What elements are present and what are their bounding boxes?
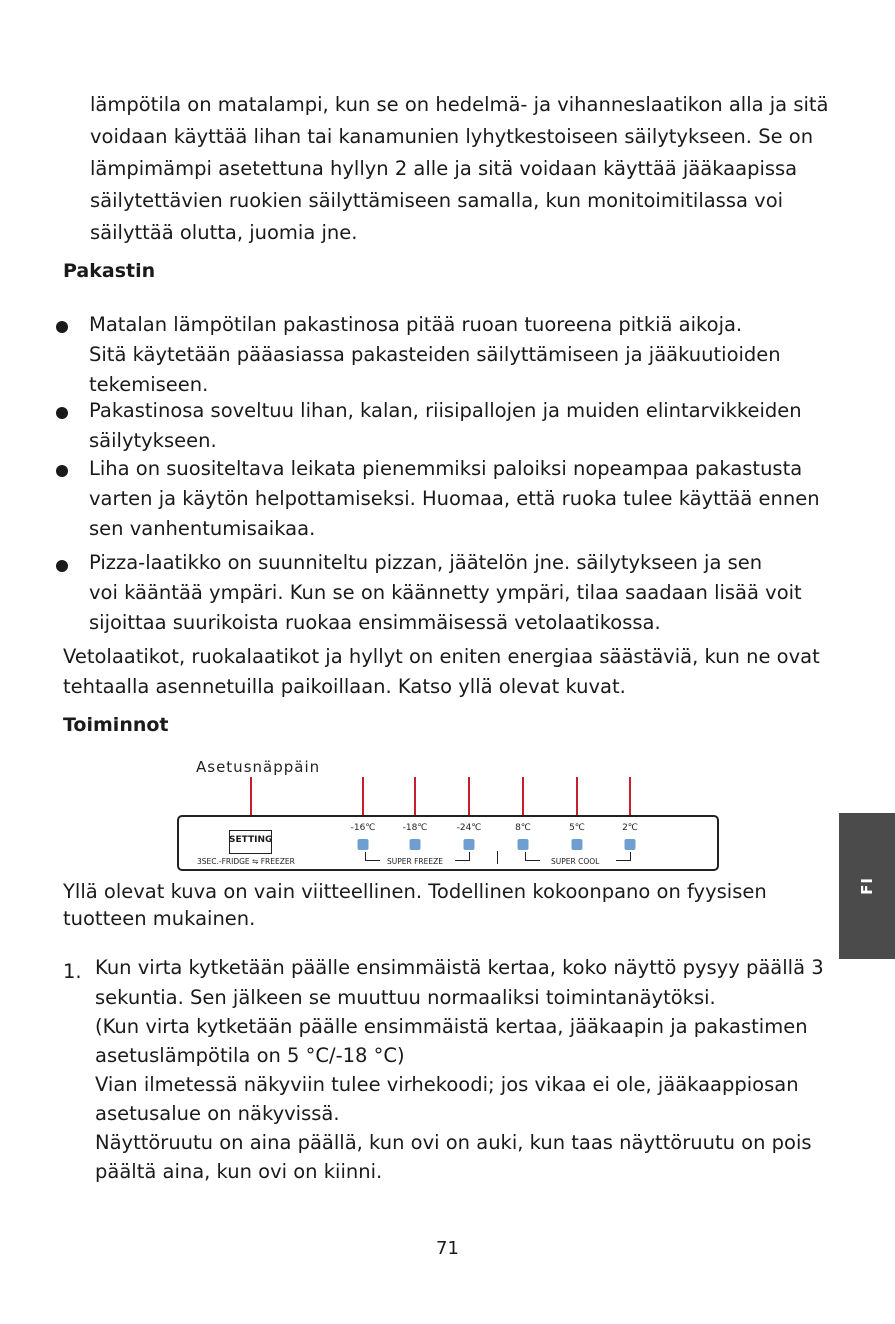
bullet-line: Matalan lämpötilan pakastinosa pitää ruoan tuoreena pitkiä aikoja. <box>89 313 743 336</box>
bullet-line: varten ja käytön helpottamiseksi. Huomaa, että ruoka tulee käyttää ennen <box>89 487 820 510</box>
setting-key-label: Asetusnäppäin <box>196 758 321 776</box>
item-line: Näyttöruutu on aina päällä, kun ovi on auki, kun taas näyttöruutu on pois <box>95 1131 812 1154</box>
super-freeze-label: SUPER FREEZE <box>387 857 443 866</box>
fridge-freezer-switch-text: 3SEC.-FRIDGE ⇋ FREEZER <box>197 857 295 866</box>
led-indicator <box>358 839 369 850</box>
note-line: tuotteen mukainen. <box>63 907 256 930</box>
temp-label: 5℃ <box>569 823 585 833</box>
note-line: Yllä olevat kuva on vain viitteellinen. Todellinen kokoonpano on fyysisen <box>63 880 767 903</box>
setting-button[interactable] <box>229 830 272 854</box>
temp-label: 2℃ <box>622 823 638 833</box>
led-indicator <box>518 839 529 850</box>
item-line: asetuslämpötila on 5 °C/-18 °C) <box>95 1044 405 1067</box>
section-heading-freezer: Pakastin <box>63 260 156 282</box>
temp-label: -24℃ <box>456 823 482 833</box>
bullet-icon <box>56 321 68 333</box>
pointer-line <box>414 777 416 817</box>
bullet-line: sen vanhentumisaikaa. <box>89 517 316 540</box>
drawers-line: tehtaalla asennetuilla paikoillaan. Katso yllä olevat kuvat. <box>63 675 626 698</box>
led-indicator <box>410 839 421 850</box>
bracket <box>616 852 631 861</box>
item-line: päältä aina, kun ovi on kiinni. <box>95 1160 383 1183</box>
bullet-line: Pizza-laatikko on suunniteltu pizzan, jäätelön jne. säilytykseen ja sen <box>89 551 763 574</box>
bullet-line: Sitä käytetään pääasiassa pakasteiden säilyttämiseen ja jääkuutioiden <box>89 343 781 366</box>
bullet-line: Pakastinosa soveltuu lihan, kalan, riisipallojen ja muiden elintarvikkeiden <box>89 399 802 422</box>
item-number: 1. <box>63 960 82 983</box>
bullet-line: säilytykseen. <box>89 429 217 452</box>
bullet-icon <box>56 465 68 477</box>
bullet-line: Liha on suositeltava leikata pienemmiksi paloiksi nopeampaa pakastusta <box>89 457 803 480</box>
section-heading-functions: Toiminnot <box>63 714 169 736</box>
setting-button-label: SETTING <box>229 835 273 845</box>
pointer-line <box>362 777 364 817</box>
bullet-icon <box>56 407 68 419</box>
item-line: Vian ilmetessä näkyviin tulee virhekoodi; jos vikaa ei ole, jääkaappiosan <box>95 1073 799 1096</box>
led-indicator <box>464 839 475 850</box>
setting-pointer-line <box>250 777 252 817</box>
drawers-line: Vetolaatikot, ruokalaatikot ja hyllyt on eniten energiaa säästäviä, kun ne ovat <box>63 645 820 668</box>
item-line: Kun virta kytketään päälle ensimmäistä kertaa, koko näyttö pysyy päällä 3 <box>95 956 824 979</box>
bracket <box>365 852 380 861</box>
pointer-line <box>576 777 578 817</box>
pointer-line <box>468 777 470 817</box>
temp-label: -16℃ <box>350 823 376 833</box>
bracket <box>525 852 540 861</box>
item-line: asetusalue on näkyvissä. <box>95 1102 340 1125</box>
intro-line: lämpötila on matalampi, kun se on hedelmä- ja vihanneslaatikon alla ja sitä <box>90 93 829 116</box>
led-indicator <box>572 839 583 850</box>
pointer-line <box>629 777 631 817</box>
temp-label: -18℃ <box>402 823 428 833</box>
pointer-line <box>522 777 524 817</box>
bullet-line: voi kääntää ympäri. Kun se on käännetty ympäri, tilaa saadaan lisää voit <box>89 581 802 604</box>
bullet-line: tekemiseen. <box>89 373 209 396</box>
bullet-line: sijoittaa suurikoista ruokaa ensimmäisessä vetolaatikossa. <box>89 611 661 634</box>
item-line: (Kun virta kytketään päälle ensimmäistä kertaa, jääkaapin ja pakastimen <box>95 1015 808 1038</box>
super-cool-label: SUPER COOL <box>551 857 600 866</box>
item-line: sekuntia. Sen jälkeen se muuttuu normaaliksi toimintanäytöksi. <box>95 986 716 1009</box>
language-tab <box>839 813 895 959</box>
temp-label: 8℃ <box>515 823 531 833</box>
intro-line: lämpimämpi asetettuna hyllyn 2 alle ja sitä voidaan käyttää jääkaapissa <box>90 157 798 180</box>
led-indicator <box>625 839 636 850</box>
bracket <box>455 852 470 861</box>
intro-line: säilytettävien ruokien säilyttämiseen samalla, kun monitoimitilassa voi <box>90 189 784 212</box>
panel-divider <box>497 851 498 864</box>
intro-line: voidaan käyttää lihan tai kanamunien lyhytkestoiseen säilytykseen. Se on <box>90 125 814 148</box>
bullet-icon <box>56 560 68 572</box>
page-number: 71 <box>436 1238 459 1259</box>
intro-line: säilyttää olutta, juomia jne. <box>90 221 358 244</box>
language-tab-label: FI <box>858 877 876 895</box>
